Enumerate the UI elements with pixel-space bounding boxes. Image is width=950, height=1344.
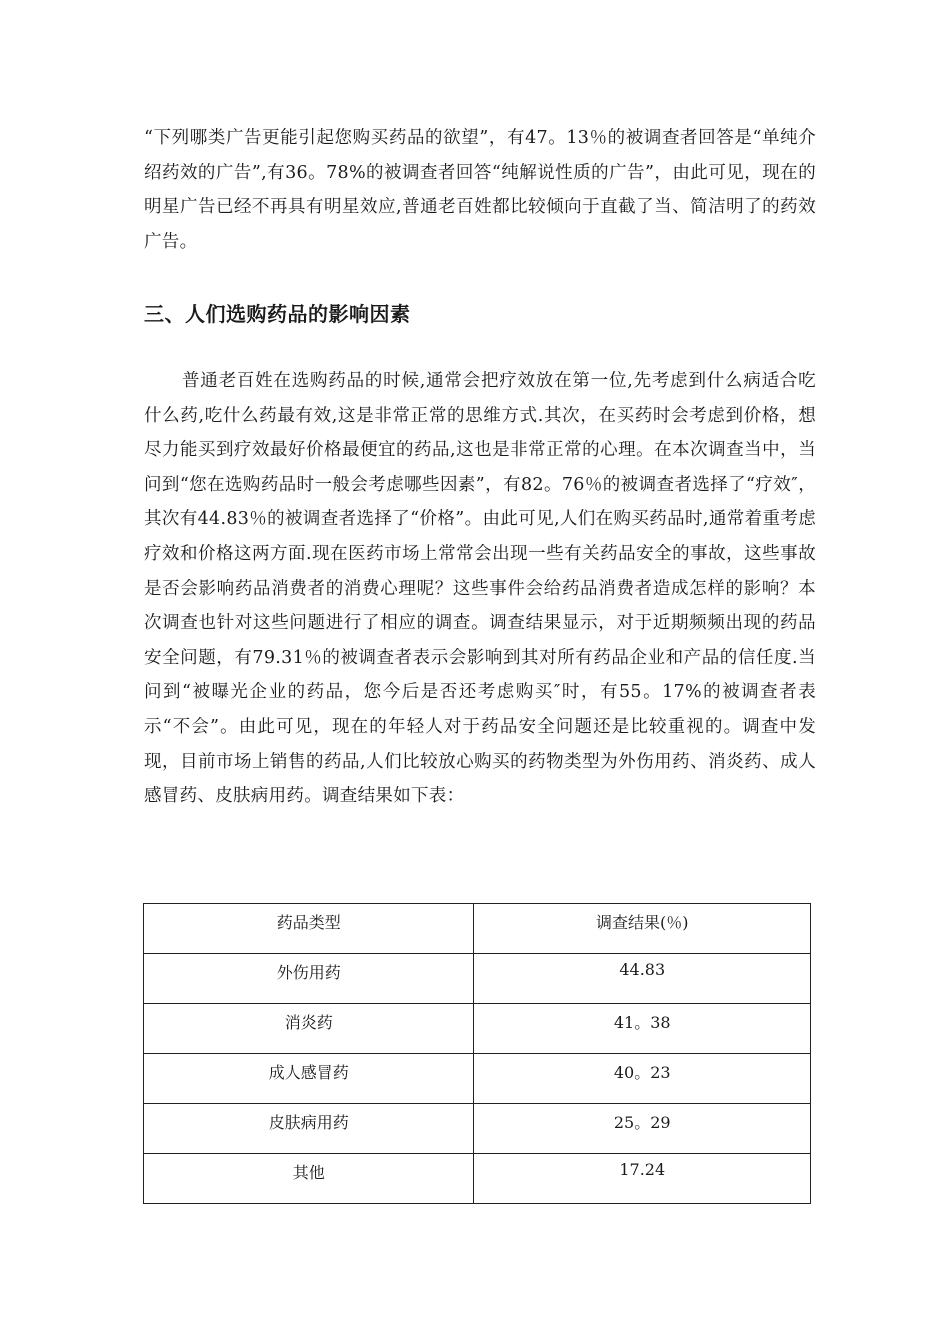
cell-result-value: 25。29 <box>474 1104 811 1154</box>
cell-result-value: 40。23 <box>474 1054 811 1104</box>
cell-drug-type: 皮肤病用药 <box>144 1104 474 1154</box>
table-row <box>144 1104 811 1154</box>
results-table <box>143 903 811 1204</box>
cell-result-value: 17.24 <box>474 1154 811 1204</box>
header-result-percent: 调查结果(％) <box>474 904 811 954</box>
table-row <box>144 1004 811 1054</box>
table-row <box>144 1154 811 1204</box>
cell-result-value: 41。38 <box>474 1004 811 1054</box>
cell-drug-type: 外伤用药 <box>144 954 474 1004</box>
cell-result-value: 44.83 <box>474 954 811 1004</box>
cell-drug-type: 成人感冒药 <box>144 1054 474 1104</box>
intro-paragraph: “下列哪类广告更能引起您购买药品的欲望”，有47。13％的被调查者回答是“单纯介绍药效的广告”,有36。78%的被调查者回答“纯解说性质的广告”，由此可见，现在的明星广告已经不再具有明星效应,普通老百姓都比较倾向于直截了当、简洁明了的药效广告。 <box>144 128 816 252</box>
section-heading: 三、人们选购药品的影响因素 <box>144 302 411 326</box>
table-header-row <box>144 904 811 954</box>
header-drug-type: 药品类型 <box>144 904 474 954</box>
cell-drug-type: 消炎药 <box>144 1004 474 1054</box>
cell-drug-type: 其他 <box>144 1154 474 1204</box>
table-row <box>144 954 811 1004</box>
table-row <box>144 1054 811 1104</box>
body-paragraph: 普通老百姓在选购药品的时候,通常会把疗效放在第一位,先考虑到什么病适合吃什么药,吃什么药最有效,这是非常正常的思维方式.其次，在买药时会考虑到价格，想尽力能买到疗效最好价格最便宜的药品,这也是非常正常的心理。在本次调查当中，当问到“您在选购药品时一般会考虑哪些因素”，有82。76％的被调查者选择了“疗效″，其次有44.83％的被调查者选择了“价格”。由此可见,人们在购买药品时,通常着重考虑疗效和价格这两方面.现在医药市场上常常会出现一些有关药品安全的事故，这些事故是否会影响药品消费者的消费心理呢？这些事件会给药品消费者造成怎样的影响？本次调查也针对这些问题进行了相应的调查。调查结果显示，对于近期频频出现的药品安全问题，有79.31％的被调查者表示会影响到其对所有药品企业和产品的信任度.当问到“被曝光企业的药品，您今后是否还考虑购买″时，有55。17%的被调查者表示“不会”。由此可见，现在的年轻人对于药品安全问题还是比较重视的。调查中发现，目前市场上销售的药品,人们比较放心购买的药物类型为外伤用药、消炎药、成人感冒药、皮肤病用药。调查结果如下表： <box>144 371 816 807</box>
